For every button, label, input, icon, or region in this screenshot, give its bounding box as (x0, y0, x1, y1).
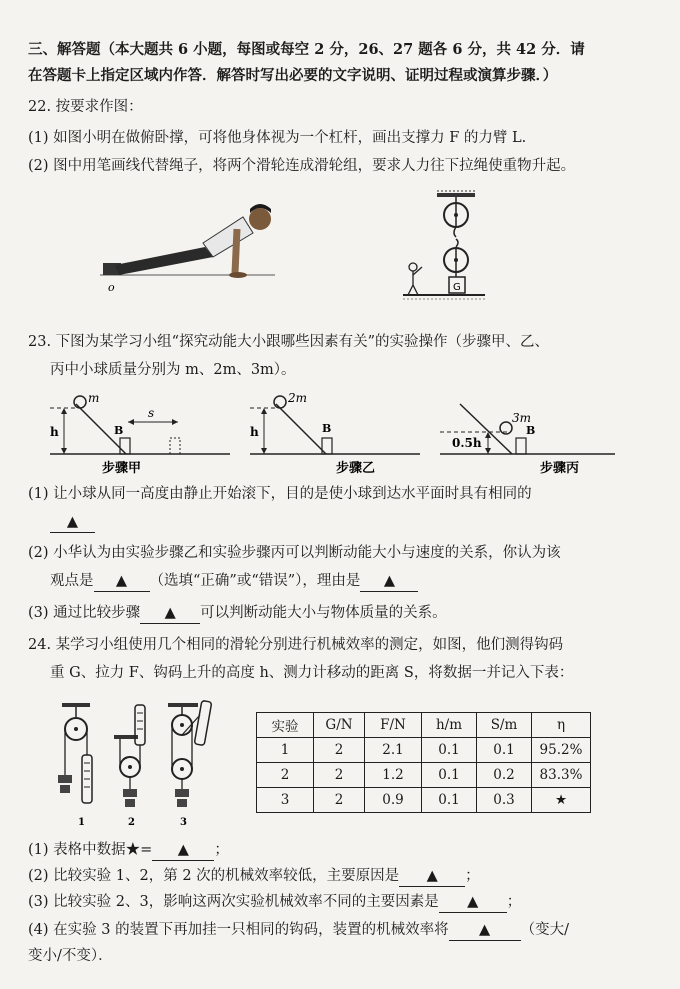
pulley-setups-figure (50, 695, 230, 835)
q23-answer-blank-2[interactable]: ▲ (94, 571, 150, 592)
figure-label: 0.5h (452, 436, 482, 450)
q23-answer-blank-1[interactable]: ▲ (50, 512, 95, 533)
pivot-label-o: o (108, 281, 115, 294)
figure-label: 3 (180, 817, 187, 828)
table-cell: 2 (314, 763, 365, 788)
figure-label: B (526, 424, 536, 437)
q24-title: 24. 某学习小组使用几个相同的滑轮分别进行机械效率的测定，如图，他们测得钩码 (28, 637, 564, 653)
q23-title-line2: 丙中小球质量分别为 m、2m、3m）。 (50, 362, 296, 378)
table-cell: ★ (532, 788, 591, 813)
table-cell: 0.1 (477, 738, 532, 763)
pushup-figure (95, 195, 285, 295)
q23-part1-answer[interactable] (50, 512, 95, 533)
q24-part4-line2: 变小/不变）． (28, 948, 113, 964)
table-cell: 1 (257, 738, 314, 763)
q24-answer-blank-3[interactable]: ▲ (439, 892, 507, 913)
figure-label: h (250, 425, 259, 439)
table-cell: 2 (314, 738, 365, 763)
figure-label: s (148, 406, 155, 420)
figure-label: 步骤乙 (336, 461, 376, 476)
q23-answer-blank-3[interactable]: ▲ (360, 571, 418, 592)
q23-part2-line2: 观点是 ▲ （选填“正确”或“错误”），理由是 ▲ (50, 571, 418, 592)
table-cell: 83.3% (532, 763, 591, 788)
q24-title-line2: 重 G、拉力 F、钩码上升的高度 h、测力计移动的距离 S，将数据一并记入下表： (50, 665, 574, 681)
table-row (257, 763, 591, 788)
q24-answer-blank-2[interactable]: ▲ (399, 866, 465, 887)
q22-title: 22. 按要求作图： (28, 99, 143, 115)
figure-label: m (88, 392, 100, 405)
table-header-cell: G/N (314, 713, 365, 738)
table-cell: 0.1 (422, 763, 477, 788)
table-header-cell: 实验 (257, 713, 314, 738)
table-header-row (257, 713, 591, 738)
table-cell: 0.9 (365, 788, 422, 813)
figure-label: 3m (512, 411, 532, 425)
table-header-cell: η (532, 713, 591, 738)
figure-label: 步骤丙 (540, 461, 580, 476)
section-heading-line2: 在答题卡上指定区域内作答．解答时写出必要的文字说明、证明过程或演算步骤．） (28, 67, 558, 84)
pulley-figure (395, 185, 515, 310)
table-cell: 0.2 (477, 763, 532, 788)
q24-part4: (4) 在实验 3 的装置下再加挂一只相同的钩码，装置的机械效率将 ▲ （变大/ (28, 920, 569, 941)
q24-part3: (3) 比较实验 2、3，影响这两次实验机械效率不同的主要因素是 ▲ ； (28, 892, 521, 913)
efficiency-data-table (256, 712, 591, 813)
q22-part1: (1) 如图小明在做俯卧撑，可将他身体视为一个杠杆，画出支撑力 F 的力臂 L. (28, 130, 527, 146)
pulley-setup-2 (114, 705, 145, 828)
kinetic-energy-figure (40, 392, 620, 477)
figure-label: B (322, 422, 332, 435)
table-row (257, 738, 591, 763)
weight-label-g: G (453, 282, 461, 293)
figure-label: 2m (288, 392, 308, 405)
figure-label: 1 (78, 817, 85, 828)
q24-part2: (2) 比较实验 1、2，第 2 次的机械效率较低，主要原因是 ▲ ； (28, 866, 480, 887)
q24-part1: (1) 表格中数据★= ▲ ； (28, 840, 229, 861)
figure-label: h (50, 425, 59, 439)
q24-answer-blank-4[interactable]: ▲ (449, 920, 521, 941)
table-cell: 95.2% (532, 738, 591, 763)
table-cell: 0.1 (422, 738, 477, 763)
table-header-cell: h/m (422, 713, 477, 738)
figure-label: 2 (128, 817, 135, 828)
q23-title: 23. 下图为某学习小组“探究动能大小跟哪些因素有关”的实验操作（步骤甲、乙、 (28, 334, 549, 350)
table-cell: 2 (257, 763, 314, 788)
table-cell: 2 (314, 788, 365, 813)
q24-answer-blank-1[interactable]: ▲ (152, 840, 214, 861)
q23-part1: (1) 让小球从同一高度由静止开始滚下，目的是使小球到达水平面时具有相同的 (28, 486, 532, 502)
table-cell: 2.1 (365, 738, 422, 763)
q23-answer-blank-4[interactable]: ▲ (140, 603, 200, 624)
section-heading: 三、解答题（本大题共 6 小题，每图或每空 2 分，26、27 题各 6 分，共 42 分．请 (28, 41, 585, 58)
figure-label: 步骤甲 (102, 461, 142, 476)
table-cell: 0.3 (477, 788, 532, 813)
pulley-setup-3 (168, 700, 212, 828)
q22-part2: (2) 图中用笔画线代替绳子，将两个滑轮连成滑轮组，要求人力往下拉绳使重物升起。 (28, 158, 576, 174)
pulley-setup-1 (58, 703, 92, 828)
table-cell: 0.1 (422, 788, 477, 813)
table-row (257, 788, 591, 813)
step-jia-diagram (50, 392, 230, 476)
table-cell: 1.2 (365, 763, 422, 788)
q23-part3: (3) 通过比较步骤 ▲ 可以判断动能大小与物体质量的关系。 (28, 603, 447, 624)
q23-part2: (2) 小华认为由实验步骤乙和实验步骤丙可以判断动能大小与速度的关系，你认为该 (28, 545, 561, 561)
step-bing-diagram (440, 404, 615, 476)
table-header-cell: S/m (477, 713, 532, 738)
table-header-cell: F/N (365, 713, 422, 738)
table-cell: 3 (257, 788, 314, 813)
step-yi-diagram (250, 392, 420, 476)
figure-label: B (114, 424, 124, 437)
